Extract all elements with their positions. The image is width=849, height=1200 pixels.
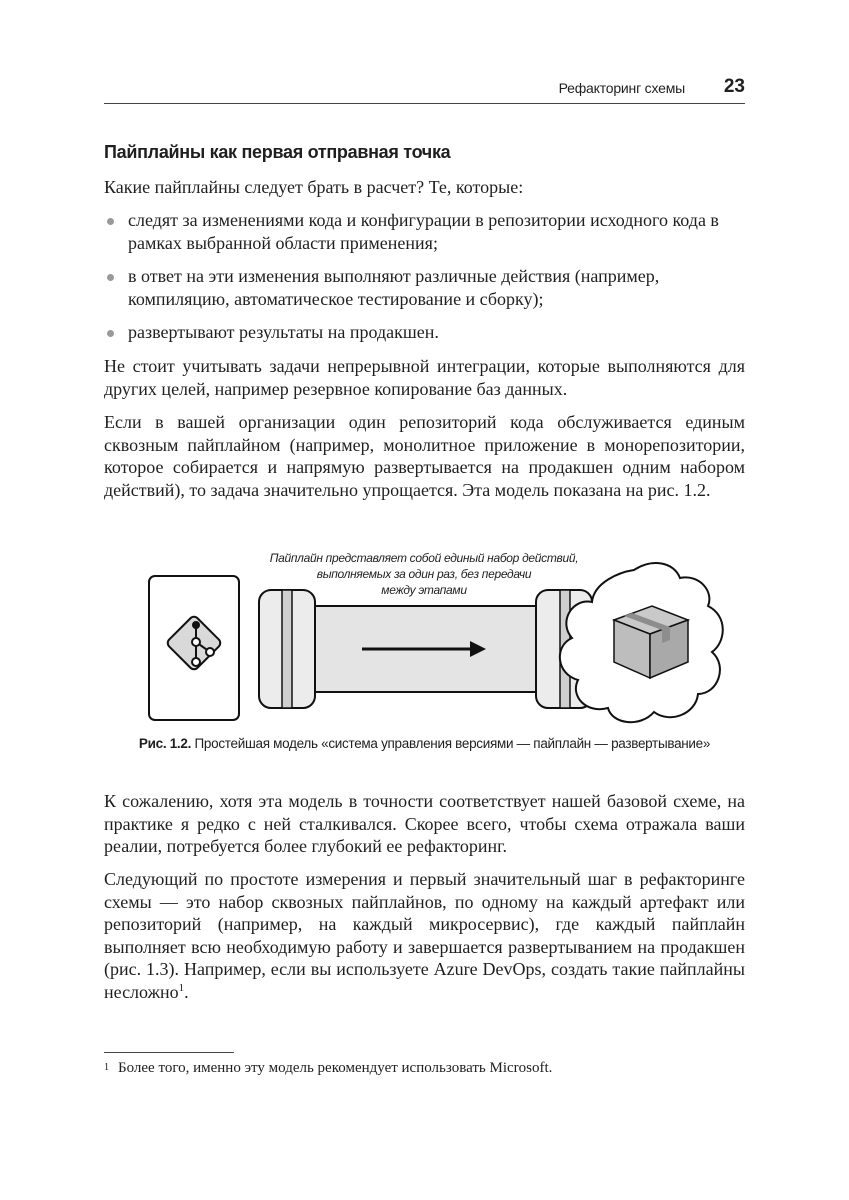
annotation-line: выполняемых за один раз, без передачи (316, 567, 532, 581)
list-item (104, 321, 745, 344)
list-item (104, 265, 745, 310)
figure-caption-text: Простейшая модель «система управления версиями — пайплайн — развертывание» (194, 736, 711, 751)
running-title: Рефакторинг схемы (558, 80, 685, 96)
paragraph-multiple-pipelines (104, 868, 745, 1003)
paragraph-text: Следующий по простоте измерения и первый значительный шаг в рефакторинге схемы — это набор сквозных пайплайнов, по одному на каждый артефакт или репозиторий (например, на каждый микросервис), где каждый пайплайн выполняет всю необходимую работу и завершается развертыванием на продакшен (рис. 1.3). Например, если вы используете Azure DevOps, создать такие пайплайны несложно (104, 869, 745, 1002)
paragraph-single-pipeline: Если в вашей организации один репозиторий кода обслуживается единым сквозным пайплайном (например, монолитное приложение в монорепозитории, которое собирается и напрямую развертывается на продакшен одним набором действий), то задача значительно упрощается. Эта модель показана на рис. 1.2. (104, 412, 745, 500)
list-item-text: в ответ на эти изменения выполняют различные действия (например, компиляцию, автоматическое тестирование и сборку); (128, 266, 660, 309)
list-item (104, 209, 745, 254)
paragraph-model-fit: К сожалению, хотя эта модель в точности соответствует нашей базовой схеме, на практике я редко с ней сталкивался. Скорее всего, чтобы схема отражала ваши реалии, потребуется более глубокий ее рефакторинг. (104, 791, 745, 856)
bullet-icon (107, 218, 114, 225)
footnote-rule (104, 1052, 234, 1053)
figure-caption-label: Рис. 1.2. (138, 736, 192, 751)
lead-paragraph: Какие пайплайны следует брать в расчет? Те, которые: (104, 177, 524, 197)
running-head (104, 76, 745, 100)
annotation-line: между этапами (381, 583, 467, 597)
bullet-list (104, 209, 745, 355)
figure-1-2 (104, 548, 745, 768)
bullet-icon (107, 330, 114, 337)
page-number: 23 (723, 76, 745, 97)
git-repository-icon (149, 576, 239, 720)
list-item-text: развертывают результаты на продакшен. (128, 322, 439, 342)
footnote-reference[interactable]: 1 (178, 981, 185, 994)
bullet-icon (107, 274, 114, 281)
figure-caption (104, 736, 745, 751)
header-rule (104, 103, 745, 104)
paragraph-end: . (184, 981, 189, 1002)
section-heading: Пайплайны как первая отправная точка (104, 142, 451, 162)
list-item-text: следят за изменениями кода и конфигурации в репозитории исходного кода в рамках выбранной области применения; (128, 210, 719, 253)
footnote-text: Более того, именно эту модель рекомендует использовать Microsoft. (118, 1060, 553, 1076)
figure-annotation (264, 550, 584, 598)
footnote (104, 1060, 745, 1077)
package-box-icon (614, 606, 688, 678)
annotation-line: Пайплайн представляет собой единый набор действий, (269, 551, 579, 565)
paragraph-ci-tasks: Не стоит учитывать задачи непрерывной интеграции, которые выполняются для других целей, например резервное копирование баз данных. (104, 356, 745, 399)
footnote-mark: 1 (104, 1062, 109, 1073)
